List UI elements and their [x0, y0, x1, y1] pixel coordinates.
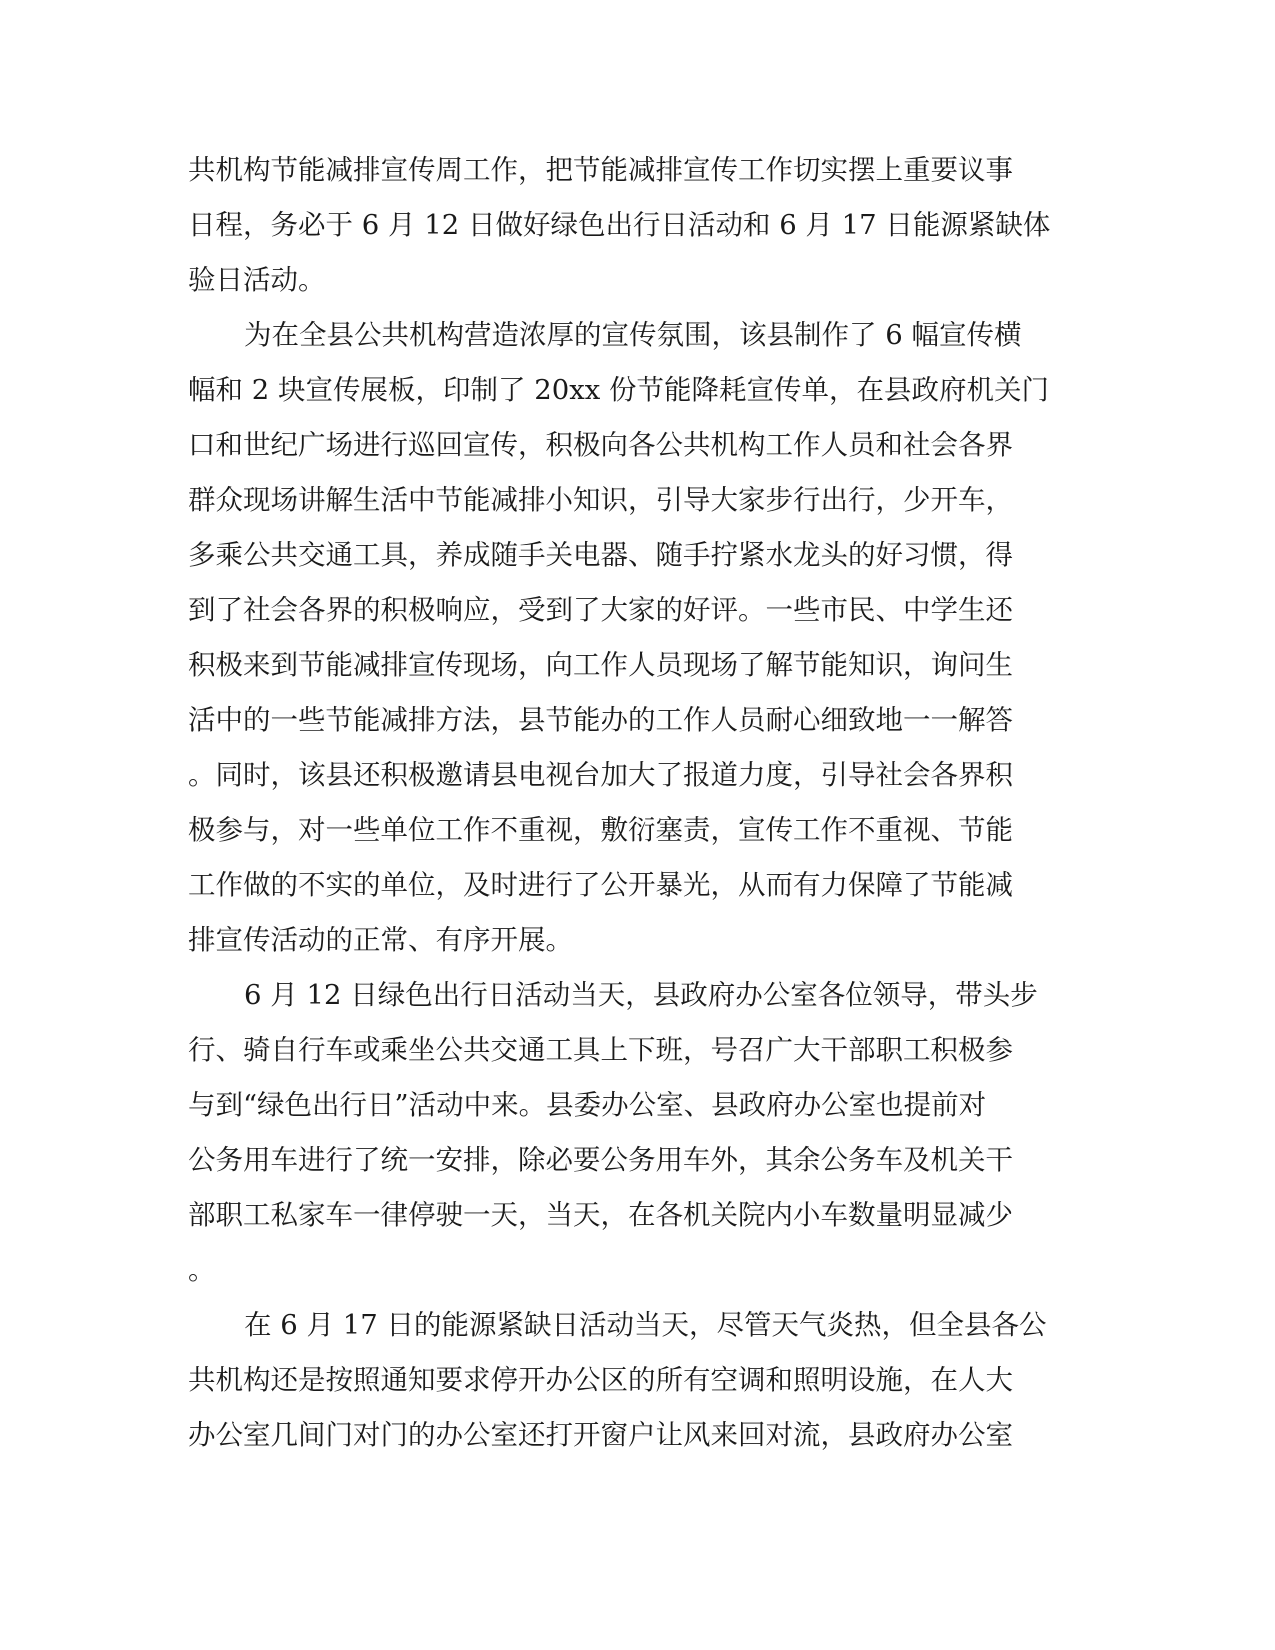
- text-line: 群众现场讲解生活中节能减排小知识，引导大家步行出行，少开车，: [188, 484, 1013, 516]
- text-line: 。: [188, 1254, 216, 1286]
- text-line: 日程，务必于 6 月 12 日做好绿色出行日活动和 6 月 17 日能源紧缺体: [188, 209, 1051, 241]
- text-line: 办公室几间门对门的办公室还打开窗户让风来回对流，县政府办公室: [188, 1419, 1013, 1451]
- text-line: 共机构节能减排宣传周工作，把节能减排宣传工作切实摆上重要议事: [188, 154, 1013, 186]
- text-line: 为在全县公共机构营造浓厚的宣传氛围，该县制作了 6 幅宣传横: [244, 319, 1022, 351]
- text-line: 多乘公共交通工具，养成随手关电器、随手拧紧水龙头的好习惯，得: [188, 539, 1013, 571]
- document-body: [188, 143, 1078, 1463]
- text-line: 行、骑自行车或乘坐公共交通工具上下班，号召广大干部职工积极参: [188, 1034, 1013, 1066]
- text-line: 与到“绿色出行日”活动中来。县委办公室、县政府办公室也提前对: [188, 1089, 987, 1121]
- text-line: 部职工私家车一律停驶一天，当天，在各机关院内小车数量明显减少: [188, 1199, 1013, 1231]
- text-line: 极参与，对一些单位工作不重视，敷衍塞责，宣传工作不重视、节能: [188, 814, 1013, 846]
- text-line: 共机构还是按照通知要求停开办公区的所有空调和照明设施，在人大: [188, 1364, 1013, 1396]
- text-line: 公务用车进行了统一安排，除必要公务用车外，其余公务车及机关干: [188, 1144, 1013, 1176]
- paragraph: [188, 1298, 1078, 1463]
- text-line: 6 月 12 日绿色出行日活动当天，县政府办公室各位领导，带头步: [244, 979, 1038, 1011]
- text-line: 活中的一些节能减排方法，县节能办的工作人员耐心细致地一一解答: [188, 704, 1013, 736]
- text-line: 积极来到节能减排宣传现场，向工作人员现场了解节能知识，询问生: [188, 649, 1013, 681]
- text-line: 口和世纪广场进行巡回宣传，积极向各公共机构工作人员和社会各界: [188, 429, 1013, 461]
- paragraph: [188, 308, 1078, 968]
- text-line: 排宣传活动的正常、有序开展。: [188, 924, 573, 956]
- paragraph: [188, 968, 1078, 1298]
- text-line: 幅和 2 块宣传展板，印制了 20xx 份节能降耗宣传单，在县政府机关门: [188, 374, 1049, 406]
- text-line: 。同时，该县还积极邀请县电视台加大了报道力度，引导社会各界积: [188, 759, 1013, 791]
- text-line: 到了社会各界的积极响应，受到了大家的好评。一些市民、中学生还: [188, 594, 1013, 626]
- paragraph: [188, 143, 1078, 308]
- text-line: 验日活动。: [188, 264, 326, 296]
- text-line: 工作做的不实的单位，及时进行了公开暴光，从而有力保障了节能减: [188, 869, 1013, 901]
- text-line: 在 6 月 17 日的能源紧缺日活动当天，尽管天气炎热，但全县各公: [244, 1309, 1047, 1341]
